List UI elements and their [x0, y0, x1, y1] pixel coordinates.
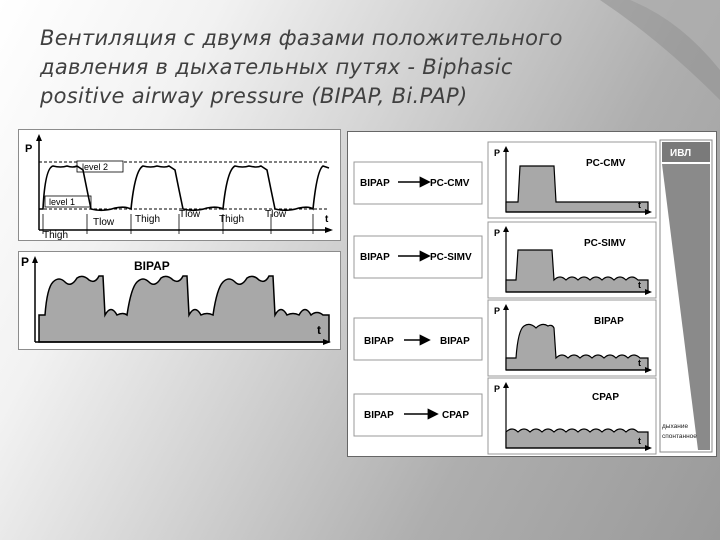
- transition-to: PC-SIMV: [430, 252, 472, 263]
- p-axis-label: P: [494, 148, 501, 158]
- mode-label: PC-SIMV: [584, 238, 626, 249]
- p-axis-label: P: [25, 143, 33, 155]
- transition-row-4: [354, 394, 482, 436]
- mode-wave-bipap: [488, 300, 656, 376]
- bipap-wave-panel: [18, 251, 341, 350]
- transition-from: BIPAP: [364, 410, 394, 421]
- title-line-1: Вентиляция с двумя фазами положительного: [40, 26, 563, 50]
- mode-label: PC-CMV: [586, 158, 626, 169]
- mode-label: BIPAP: [594, 316, 624, 327]
- bipap-wave: [19, 252, 340, 349]
- thigh-label-2: Thigh: [135, 214, 161, 225]
- timing-diagram-panel: [18, 129, 341, 241]
- mode-wave-pc-cmv: [488, 142, 656, 218]
- transition-from: BIPAP: [364, 336, 394, 347]
- p-axis-arrow: [36, 134, 42, 141]
- waveform: [506, 429, 648, 448]
- p-axis-label: P: [494, 228, 501, 238]
- tlow-label-3: Tlow: [265, 209, 287, 220]
- wedge-top-label: ИВЛ: [670, 148, 692, 159]
- title-line-2: давления в дыхательных путях - Biphasic: [40, 55, 513, 79]
- mode-transition-panel: [347, 131, 717, 457]
- t-axis-label: t: [638, 200, 641, 210]
- transition-to: BIPAP: [440, 336, 470, 347]
- bipap-wave-label: BIPAP: [134, 259, 170, 273]
- transition-from: BIPAP: [360, 252, 390, 263]
- mode-wave-cpap: [488, 378, 656, 454]
- t-axis-label: t: [638, 436, 641, 446]
- ventilation-wedge: [660, 140, 712, 452]
- transition-to: PC-CMV: [430, 178, 470, 189]
- mode-wave-pc-simv: [488, 222, 656, 298]
- transition-row-2: [354, 236, 482, 278]
- p-axis-label: P: [494, 306, 501, 316]
- thigh-label-1: Thigh: [43, 230, 69, 240]
- transition-to: CPAP: [442, 410, 470, 421]
- t-axis-label: t: [325, 214, 329, 225]
- corner-decoration: [600, 0, 720, 100]
- transition-from: BIPAP: [360, 178, 390, 189]
- wedge-bottom-label-1: дыхание: [662, 423, 689, 430]
- level1-label: level 1: [49, 197, 76, 207]
- bipap-waveform: [39, 276, 329, 342]
- p-axis-label: P: [21, 255, 30, 269]
- tlow-label-1: Tlow: [93, 217, 115, 228]
- t-axis-label: t: [638, 358, 641, 368]
- timing-diagram: [19, 130, 340, 240]
- title-line-3: positive airway pressure (BIPAP, Bi.PAP): [40, 84, 468, 108]
- p-axis-label: P: [494, 384, 501, 394]
- wedge-bottom-label-2: спонтанное: [662, 433, 697, 440]
- transition-row-1: [354, 162, 482, 204]
- t-axis-arrow: [325, 227, 333, 233]
- transition-row-3: [354, 318, 482, 360]
- p-axis-arrow: [32, 256, 38, 263]
- level2-label: level 2: [82, 162, 109, 172]
- mode-transition-diagram: [348, 132, 716, 456]
- mode-label: CPAP: [592, 392, 620, 403]
- t-axis-label: t: [638, 280, 641, 290]
- slide-title: [40, 24, 600, 111]
- t-axis-label: t: [317, 323, 321, 337]
- thigh-label-3: Thigh: [219, 214, 245, 225]
- tlow-label-2: Tlow: [179, 209, 201, 220]
